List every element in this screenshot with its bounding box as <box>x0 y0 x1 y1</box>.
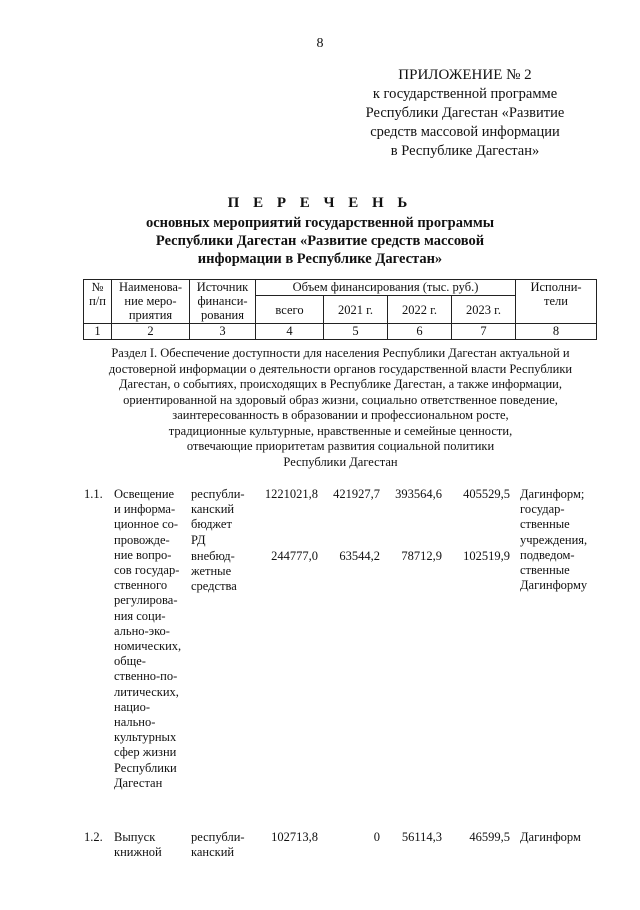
section-line: заинтересованность в образовании и профессиональном росте, <box>172 408 509 422</box>
page-number: 8 <box>316 36 324 51</box>
col-number: 7 <box>452 324 516 340</box>
value-2022: 393564,6 <box>395 487 442 501</box>
header-total: всего <box>256 296 324 324</box>
row-name: Выпуск книжной <box>114 830 162 860</box>
header-num: № п/п <box>84 280 112 324</box>
value-2023: 46599,5 <box>469 830 510 844</box>
section-line: Республики Дагестан <box>283 454 398 469</box>
appendix-heading: ПРИЛОЖЕНИЕ № 2 <box>398 67 532 83</box>
value-2021: 421927,7 <box>333 487 380 501</box>
col-number: 8 <box>516 324 597 340</box>
section-line: отвечающие приоритетам развития социальной политики <box>186 439 495 453</box>
header-2022: 2022 г. <box>388 296 452 324</box>
row-source: республи- канский бюджет РД <box>191 487 245 547</box>
col-number: 6 <box>388 324 452 340</box>
row-source: республи- канский <box>191 830 245 860</box>
title-word: П Е Р Е Ч Е Н Ь <box>227 195 413 211</box>
header-executors: Исполни- тели <box>516 280 597 324</box>
document-title <box>60 192 580 268</box>
header-name: Наименова- ние меро- приятия <box>112 280 190 324</box>
header-funding: Объем финансирования (тыс. руб.) <box>256 280 516 296</box>
table-header <box>83 279 597 340</box>
appendix-line: средств массовой информации <box>370 124 560 140</box>
value-total: 244777,0 <box>271 549 318 563</box>
col-number: 2 <box>112 324 190 340</box>
col-number: 4 <box>256 324 324 340</box>
title-line: Республики Дагестан «Развитие средств массовой <box>155 233 485 249</box>
appendix-line: в Республике Дагестан» <box>390 143 540 159</box>
value-2022: 78712,9 <box>401 549 442 563</box>
col-number: 5 <box>324 324 388 340</box>
appendix-line: Республики Дагестан «Развитие <box>365 105 565 121</box>
row-executors: Дагинформ <box>520 830 581 844</box>
section-line: Раздел I. Обеспечение доступности для населения Республики Дагестан актуальной и <box>111 346 570 360</box>
title-line: информации в Республике Дагестан» <box>197 251 443 267</box>
section-line: достоверной информации о деятельности органов государственной власти Республики <box>108 361 573 376</box>
appendix-line: к государственной программе <box>372 86 558 102</box>
value-2021: 0 <box>373 830 380 844</box>
row-name: Освещение и информа- ционное со- провожде- ние вопро- сов государ- ственного регулирова- ния соци- ально-эко- номических, обще- ственно-по- литических, нацио- нально- культурных сфер жизни Республики Дагестан <box>114 487 182 790</box>
section-line: ориентированной на здоровый образ жизни, социально ответственное поведение, <box>123 392 558 407</box>
value-total: 102713,8 <box>271 830 318 844</box>
appendix-header <box>330 66 600 161</box>
value-total: 1221021,8 <box>264 487 318 501</box>
value-2023: 102519,9 <box>463 549 510 563</box>
section-line: Дагестан, о событиях, происходящих в Республике Дагестан, а также информации, <box>119 377 562 391</box>
title-line: основных мероприятий государственной программы <box>145 215 495 231</box>
value-2023: 405529,5 <box>463 487 510 501</box>
section-heading <box>88 346 593 470</box>
section-line: традиционные культурные, нравственные и семейные ценности, <box>168 423 513 438</box>
value-2021: 63544,2 <box>339 549 380 563</box>
row-number: 1.1. <box>84 487 103 501</box>
col-number: 1 <box>84 324 112 340</box>
col-number: 3 <box>190 324 256 340</box>
row-source: внебюд- жетные средства <box>191 549 237 594</box>
row-executors: Дагинформ; государ- ственные учреждения, подведом- ственные Дагинформу <box>520 487 588 593</box>
header-2023: 2023 г. <box>452 296 516 324</box>
row-number: 1.2. <box>84 830 103 844</box>
value-2022: 56114,3 <box>401 830 442 844</box>
header-source: Источник финанси- рования <box>190 280 256 324</box>
header-2021: 2021 г. <box>324 296 388 324</box>
